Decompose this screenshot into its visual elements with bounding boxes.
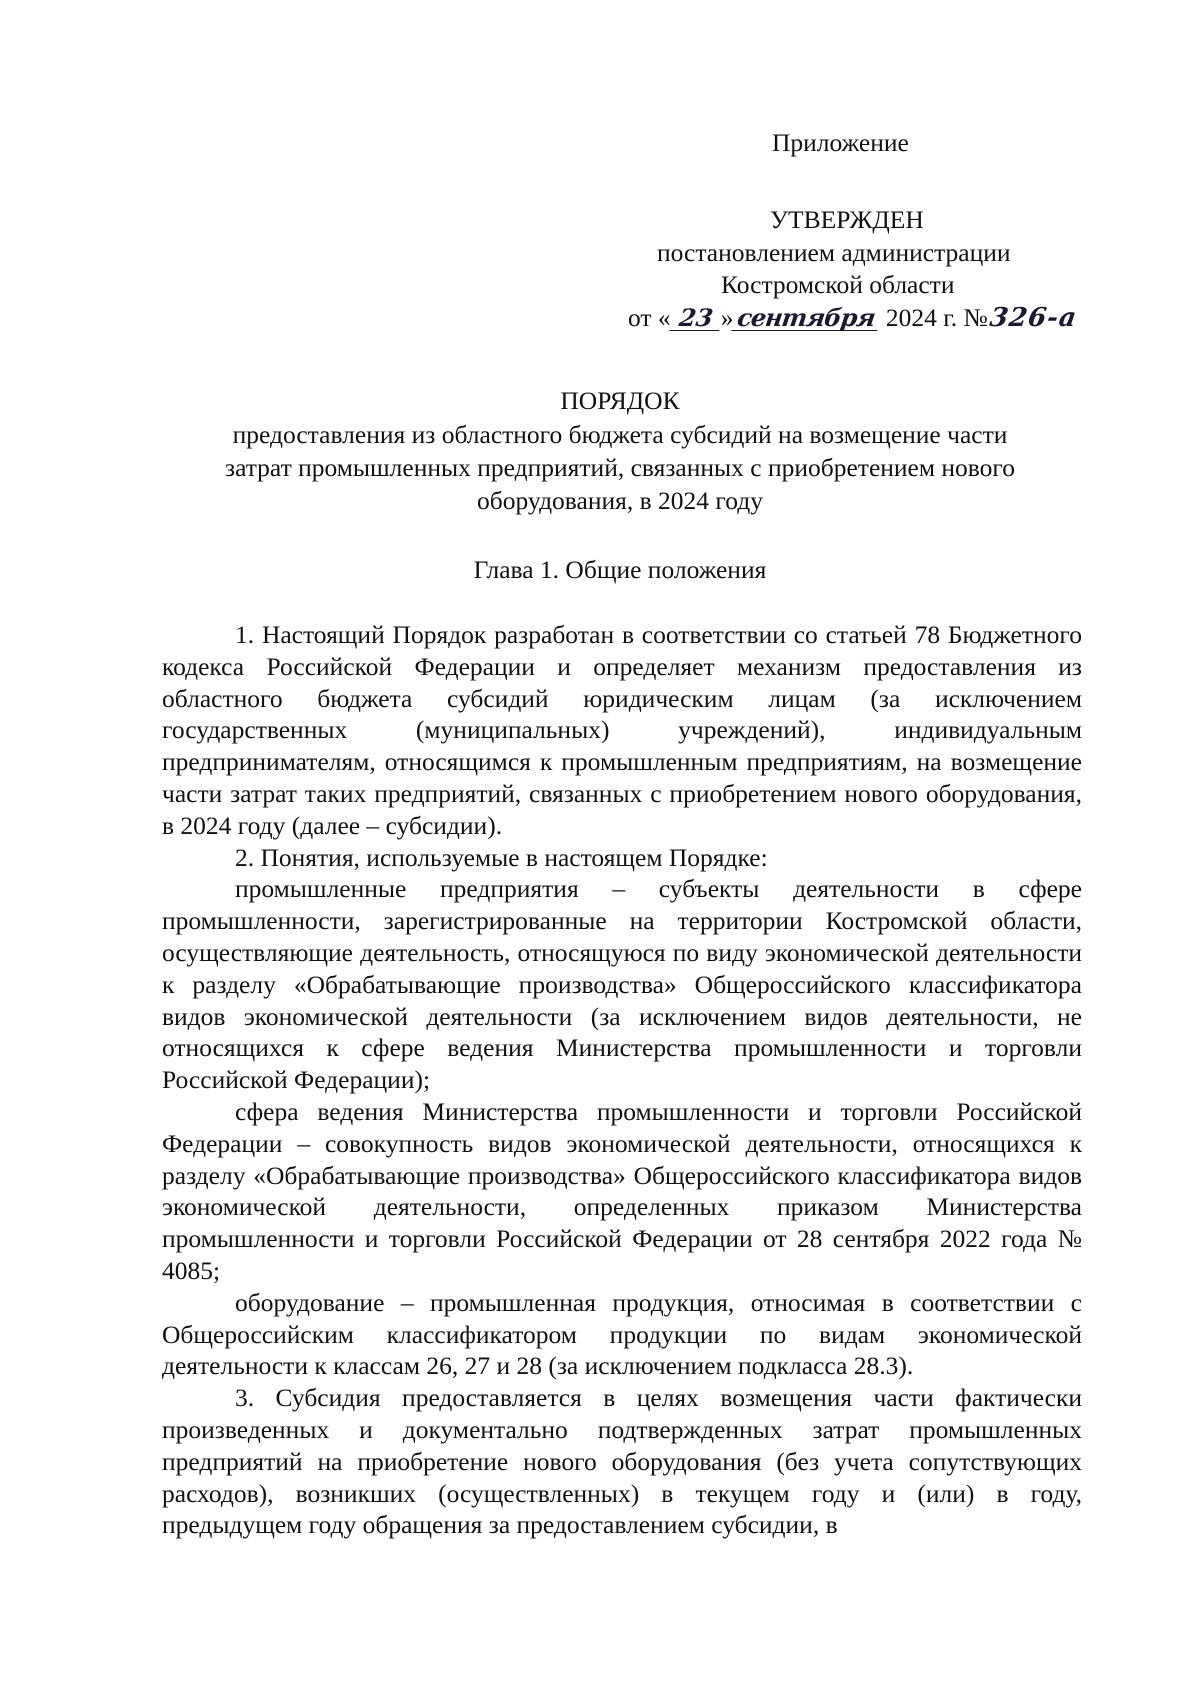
paragraph-3: 3. Субсидия предоставляется в целях возмещения части фактически произведенных и документально подтвержденных затрат промышленных предприятий на приобретение нового оборудования (без учета сопутствующих расходов), возникших (осуществленных) в текущем году и (или) в году, предыдущем году обращения за предоставлением субсидии, в xyxy=(162,1383,1082,1540)
date-mid: » xyxy=(720,303,734,332)
definition-industrial-enterprises: промышленные предприятия – субъекты деятельности в сфере промышленности, зарегистрированные на территории Костромской области, осуществляющие деятельность, относящуюся по виду экономической деятельности к разделу «Обрабатывающие производства» Общероссийского классификатора видов экономической деятельности (за исключением видов деятельности, не относящихся к сфере ведения Министерства промышленности и торговли Российской Федерации); xyxy=(162,874,1082,1095)
date-year: 2024 г. № xyxy=(885,303,988,332)
document-body xyxy=(162,619,1082,1541)
paragraph-1: 1. Настоящий Порядок разработан в соответствии со статьей 78 Бюджетного кодекса Российской Федерации и определяет механизм предоставления из областного бюджета субсидий юридическим лицам (за исключением государственных (муниципальных) учреждений), индивидуальным предпринимателям, относящимся к промышленным предприятиям, на возмещение части затрат таких предприятий, связанных с приобретением нового оборудования, в 2024 году (далее – субсидии). xyxy=(162,620,1082,840)
handwritten-day: 23 xyxy=(669,306,723,331)
approved-label: УТВЕРЖДЕН xyxy=(770,205,924,234)
date-prefix: от « xyxy=(628,303,671,332)
handwritten-doc-number: 326-а xyxy=(987,303,1079,333)
appendix-label: Приложение xyxy=(772,128,909,157)
chapter-title: Глава 1. Общие положения xyxy=(473,555,767,584)
document-subtitle-line-2: затрат промышленных предприятий, связанных с приобретением нового xyxy=(225,453,1015,482)
approval-date-line xyxy=(628,303,1092,333)
definition-equipment: оборудование – промышленная продукция, относимая в соответствии с Общероссийским классификатором продукции по видам экономической деятельности к классам 26, 27 и 28 (за исключением подкласса 28.3). xyxy=(162,1287,1082,1381)
approved-by-resolution: постановлением администрации xyxy=(657,238,1011,267)
approved-region: Костромской области xyxy=(721,270,955,299)
handwritten-month: сентября xyxy=(732,306,882,331)
document-heading: ПОРЯДОК xyxy=(560,386,680,415)
document-subtitle-line-3: оборудования, в 2024 году xyxy=(477,486,763,515)
paragraph-2: 2. Понятия, используемые в настоящем Порядке: xyxy=(235,842,768,872)
definition-ministry-sphere: сфера ведения Министерства промышленности и торговли Российской Федерации – совокупность видов экономической деятельности, относящихся к разделу «Обрабатывающие производства» Общероссийского классификатора видов экономической деятельности, определенных приказом Министерства промышленности и торговли Российской Федерации от 28 сентября 2022 года № 4085; xyxy=(162,1096,1082,1285)
document-subtitle-line-1: предоставления из областного бюджета субсидий на возмещение части xyxy=(232,420,1008,449)
